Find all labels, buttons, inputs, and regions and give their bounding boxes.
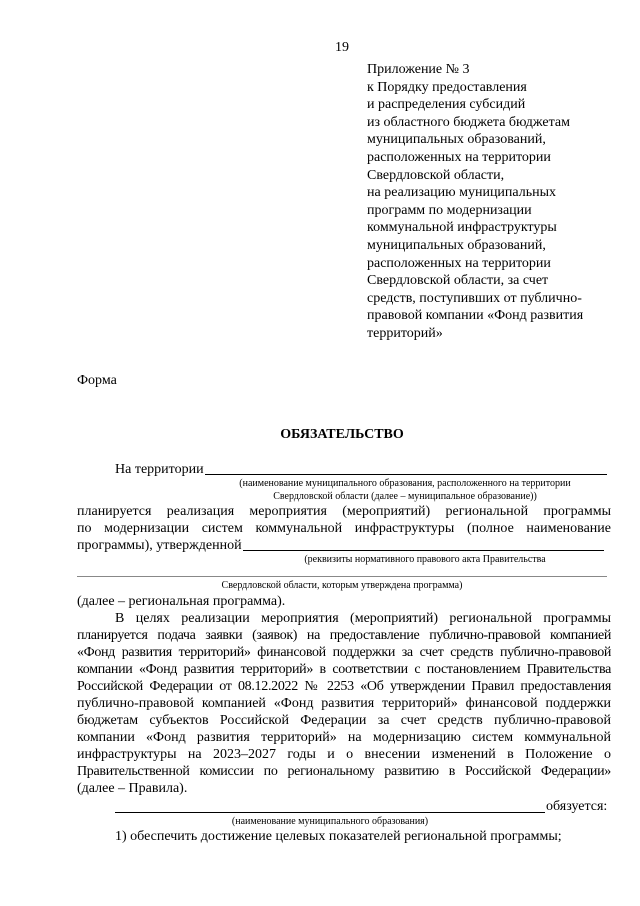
para1-line xyxy=(77,521,611,537)
appendix-line: из областного бюджета бюджетам xyxy=(367,114,570,130)
appendix-line: муниципальных образований, xyxy=(367,132,546,148)
approved-prefix: программы), утвержденной xyxy=(77,538,242,553)
appendix-header xyxy=(367,61,583,343)
appendix-line: правовой компании «Фонд развития xyxy=(367,308,584,324)
appendix-line: к Порядку предоставления xyxy=(367,79,527,95)
appendix-line: расположенных на территории xyxy=(367,149,551,165)
para2-line xyxy=(77,730,611,746)
territory-hint-1: (наименование муниципального образования, расположенного на территории xyxy=(239,478,571,489)
appendix-line: территорий» xyxy=(367,325,443,341)
item-1: 1) обеспечить достижение целевых показателей региональной программы; xyxy=(115,829,562,844)
territory-hint-2: Свердловской области (далее – муниципальное образование)) xyxy=(273,491,537,502)
para2-line xyxy=(77,764,611,780)
para2-line-text: публично-правовой компанией «Фонд развития территорий» финансовой поддержки xyxy=(77,696,611,711)
municipality-blank-line xyxy=(115,812,545,813)
municipality-hint: (наименование муниципального образования) xyxy=(231,816,429,827)
appendix-line: Свердловской области, xyxy=(367,167,505,183)
para2-line-text: компании «Фонд развития территорий» в соответствии с постановлением Правительства xyxy=(77,662,611,677)
para2-line-text: бюджетам субъектов Российской Федерации за счет средств публично-правовой xyxy=(77,713,611,728)
para2-end: (далее – Правила). xyxy=(77,781,188,796)
para2-line xyxy=(115,611,611,627)
appendix-line: на реализацию муниципальных xyxy=(367,185,557,201)
appendix-line: Свердловской области, за счет xyxy=(367,273,549,289)
para2-line xyxy=(77,679,611,695)
approved-blank-line xyxy=(243,550,604,551)
para2-line-text: В целях реализации мероприятия (мероприятий) региональной программы xyxy=(115,611,611,626)
para2-line-text: Российской Федерации от 08.12.2022 № 2253 «Об утверждении Правил предоставления xyxy=(77,679,611,694)
territory-blank-line xyxy=(205,474,607,475)
obliges-suffix: обязуется: xyxy=(546,799,608,814)
para1-end: (далее – региональная программа). xyxy=(77,594,286,609)
approved-hint-2: Свердловской области, которым утверждена программа) xyxy=(221,580,463,591)
form-label: Форма xyxy=(77,373,117,388)
para1-line-text: планируется реализация мероприятия (мероприятий) региональной программы xyxy=(77,504,611,519)
para1-line-text: по модернизации систем коммунальной инфраструктуры (полное наименование xyxy=(77,521,611,536)
appendix-line: муниципальных образований, xyxy=(367,237,546,253)
document-title: ОБЯЗАТЕЛЬСТВО xyxy=(280,427,404,442)
para2-line xyxy=(77,645,611,661)
appendix-line: коммунальной инфраструктуры xyxy=(367,220,557,236)
para2-line-text: инфраструктуры на 2023–2027 годы и о внесении изменений в Положение о xyxy=(77,747,611,762)
appendix-line: средств, поступивших от публично- xyxy=(367,290,582,306)
para2-line xyxy=(77,747,611,763)
para2-line xyxy=(77,696,611,712)
appendix-line: Приложение № 3 xyxy=(367,62,470,77)
approved-blank-line-2 xyxy=(77,576,607,577)
appendix-line: программ по модернизации xyxy=(367,202,532,218)
para2-line xyxy=(77,713,611,729)
approved-hint-1: (реквизиты нормативного правового акта Правительства xyxy=(304,554,546,565)
para2-line xyxy=(77,662,611,678)
para1-line xyxy=(77,504,611,520)
appendix-line: расположенных на территории xyxy=(367,255,551,271)
appendix-line: и распределения субсидий xyxy=(367,97,526,113)
para2-line-text: планируется подача заявки (заявок) на предоставление публично-правовой компанией xyxy=(77,628,611,643)
para2-line-text: «Фонд развития территорий» финансовой поддержки за счет средств публично-правовой xyxy=(77,645,611,660)
territory-prefix: На территории xyxy=(115,462,204,477)
para2-line-text: Правительственной комиссии по региональному развитию в Российской Федерации» xyxy=(77,764,611,779)
para2-line-text: компании «Фонд развития территорий» на модернизацию систем коммунальной xyxy=(77,730,611,745)
para2-line xyxy=(77,628,611,644)
page-number: 19 xyxy=(335,40,349,55)
